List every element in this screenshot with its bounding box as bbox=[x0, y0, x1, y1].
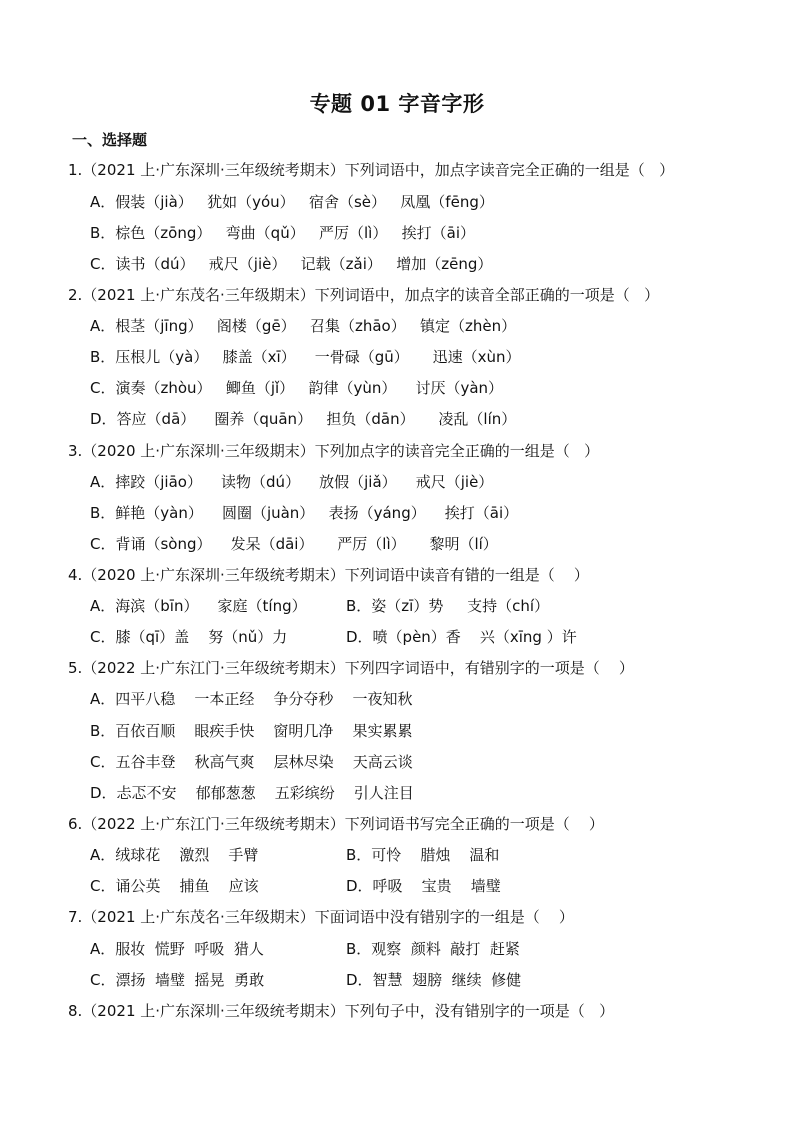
answer-option: C．演奏（zhòu） 鲫鱼（jǐ） 韵律（yùn） 讨厌（yàn） bbox=[90, 379, 504, 397]
answer-option: B．可怜 腊烛 温和 bbox=[346, 846, 500, 864]
answer-option: A．四平八稳 一本正经 争分夺秒 一夜知秋 bbox=[90, 690, 413, 708]
question-stem: 3.（2020 上·广东深圳·三年级期末）下列加点字的读音完全正确的一组是（ ） bbox=[68, 442, 600, 460]
answer-option: B．压根儿（yà） 膝盖（xī） 一骨碌（gū） 迅速（xùn） bbox=[90, 348, 521, 366]
question-stem: 5.（2022 上·广东江门·三年级统考期末）下列四字词语中，有错别字的一项是（ ） bbox=[68, 659, 634, 677]
answer-option: A．根茎（jīng） 阁楼（gē） 召集（zhāo） 镇定（zhèn） bbox=[90, 317, 517, 335]
answer-option: C．背诵（sòng） 发呆（dāi） 严厉（lì） 黎明（lí） bbox=[90, 535, 498, 553]
answer-option: D．喷（pèn）香 兴（xīng ）许 bbox=[346, 628, 577, 646]
answer-option: C．五谷丰登 秋高气爽 层林尽染 天高云谈 bbox=[90, 753, 413, 771]
answer-option: D．答应（dā） 圈养（quān） 担负（dān） 凌乱（lín） bbox=[90, 410, 517, 428]
answer-option: D．呼吸 宝贵 墙璧 bbox=[346, 877, 501, 895]
answer-option: C．诵公英 捕鱼 应该 bbox=[90, 877, 259, 895]
question-stem: 6.（2022 上·广东江门·三年级统考期末）下列词语书写完全正确的一项是（ ） bbox=[68, 815, 604, 833]
answer-option: A．服妆 慌野 呼吸 猎人 bbox=[90, 940, 264, 958]
section-heading: 一、选择题 bbox=[72, 131, 148, 149]
question-stem: 8.（2021 上·广东深圳·三年级统考期末）下列句子中，没有错别字的一项是（ ） bbox=[68, 1002, 615, 1020]
answer-option: B．观察 颜料 敲打 赶紧 bbox=[346, 940, 520, 958]
answer-option: A．海滨（bīn） 家庭（tíng） bbox=[90, 597, 307, 615]
answer-option: D．忐忑不安 郁郁葱葱 五彩缤纷 引人注目 bbox=[90, 784, 414, 802]
question-stem: 2.（2021 上·广东茂名·三年级期末）下列词语中，加点字的读音全部正确的一项是（ ） bbox=[68, 286, 660, 304]
answer-option: B．棕色（zōng） 弯曲（qǔ） 严厉（lì） 挨打（āi） bbox=[90, 224, 476, 242]
answer-option: C．读书（dú） 戒尺（jiè） 记载（zǎi） 增加（zēng） bbox=[90, 255, 493, 273]
answer-option: D．智慧 翅膀 继续 修健 bbox=[346, 971, 522, 989]
answer-option: B．百依百顺 眼疾手快 窗明几净 果实累累 bbox=[90, 722, 413, 740]
answer-option: B．鲜艳（yàn） 圆圈（juàn） 表扬（yáng） 挨打（āi） bbox=[90, 504, 519, 522]
answer-option: A．绒球花 激烈 手臂 bbox=[90, 846, 259, 864]
answer-option: A．假装（jià） 犹如（yóu） 宿舍（sè） 凤凰（fēng） bbox=[90, 193, 494, 211]
answer-option: A．摔跤（jiāo） 读物（dú） 放假（jiǎ） 戒尺（jiè） bbox=[90, 473, 494, 491]
question-stem: 4.（2020 上·广东深圳·三年级统考期末）下列词语中读音有错的一组是（ ） bbox=[68, 566, 589, 584]
answer-option: B．姿（zī）势 支持（chí） bbox=[346, 597, 550, 615]
answer-option: C．漂扬 墙璧 摇晃 勇敢 bbox=[90, 971, 265, 989]
question-stem: 7.（2021 上·广东茂名·三年级期末）下面词语中没有错别字的一组是（ ） bbox=[68, 908, 574, 926]
question-stem: 1.（2021 上·广东深圳·三年级统考期末）下列词语中，加点字读音完全正确的一组是（ ） bbox=[68, 161, 675, 179]
answer-option: C．膝（qī）盖 努（nǔ）力 bbox=[90, 628, 288, 646]
page-title: 专题 01 字音字形 bbox=[309, 92, 485, 116]
